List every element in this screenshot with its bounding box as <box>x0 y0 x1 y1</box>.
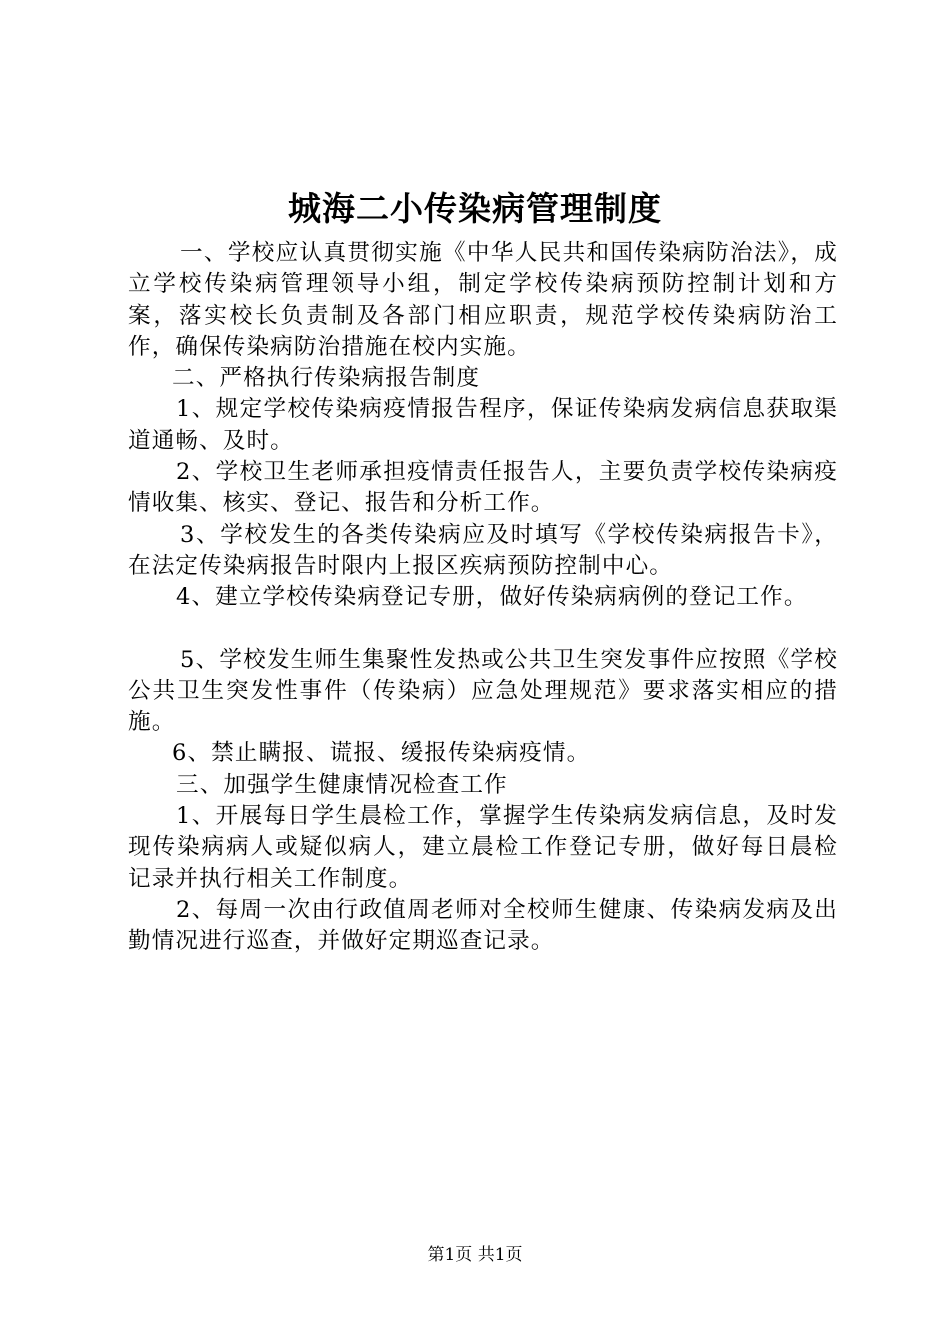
page-footer: 第1页 共1页 <box>427 1245 523 1265</box>
paragraph: 2、学校卫生老师承担疫情责任报告人，主要负责学校传染病疫情收集、核实、登记、报告和分析工作。 <box>128 459 838 517</box>
paragraph: 1、规定学校传染病疫情报告程序，保证传染病发病信息获取渠道通畅、及时。 <box>128 396 838 454</box>
paragraph: 5、学校发生师生集聚性发热或公共卫生突发事件应按照《学校公共卫生突发性事件（传染病）应急处理规范》要求落实相应的措施。 <box>128 646 838 736</box>
paragraph: 1、开展每日学生晨检工作，掌握学生传染病发病信息，及时发现传染病病人或疑似病人，建立晨检工作登记专册，做好每日晨检记录并执行相关工作制度。 <box>128 803 838 892</box>
paragraph: 3、学校发生的各类传染病应及时填写《学校传染病报告卡》，在法定传染病报告时限内上报区疾病预防控制中心。 <box>128 521 838 579</box>
paragraph: 一、学校应认真贯彻实施《中华人民共和国传染病防治法》，成立学校传染病管理领导小组，制定学校传染病预防控制计划和方案，落实校长负责制及各部门相应职责，规范学校传染病防治工作，确保传染病防治措施在校内实施。 <box>128 240 838 360</box>
section-heading: 三、加强学生健康情况检查工作 <box>176 771 508 798</box>
section-heading: 二、严格执行传染病报告制度 <box>172 365 481 392</box>
paragraph: 2、每周一次由行政值周老师对全校师生健康、传染病发病及出勤情况进行巡查，并做好定期巡查记录。 <box>128 896 838 955</box>
document-title: 城海二小传染病管理制度 <box>288 189 662 228</box>
document-body <box>128 238 838 958</box>
paragraph: 4、建立学校传染病登记专册，做好传染病病例的登记工作。 <box>176 584 808 611</box>
paragraph: 6、禁止瞒报、谎报、缓报传染病疫情。 <box>172 740 591 767</box>
